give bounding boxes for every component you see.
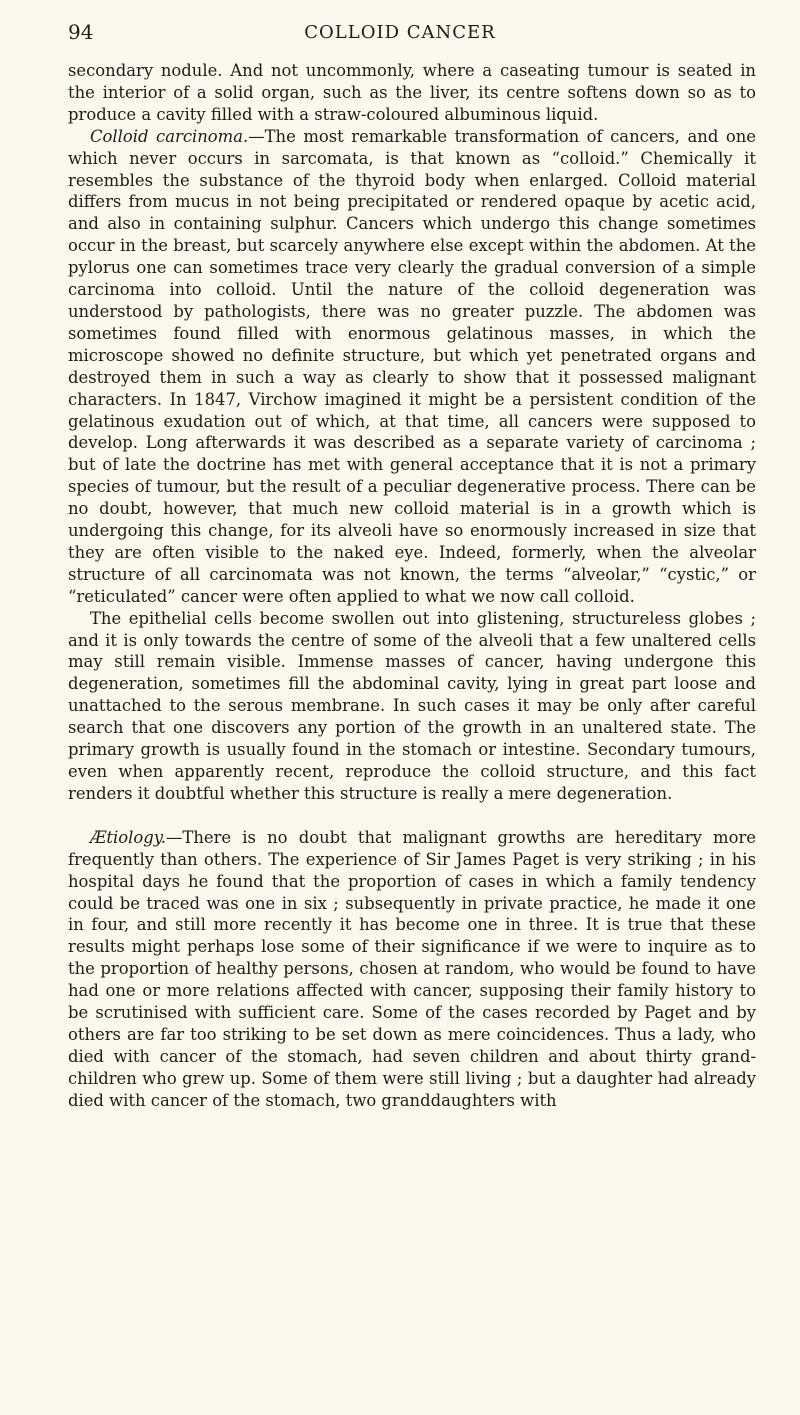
paragraph-text: —There is no doubt that malignant growths are hereditary more frequently than others. The experience of Sir James Paget is very striking ; in his hospital days he found that the proportion of cases in which a family tendency could be traced was one in six ; subsequently in private practice, he made it one in four, and still more recently it has become one in three. It is true that these results might perhaps lose some of their significance if we were to inquire as to the proportion of healthy persons, chosen at random, who would be found to have had one or more relations affected with cancer, supposing their family history to be scrutinised with sufficient care. Some of the cases recorded by Paget and by others are far too striking to be set down as mere coincidences. Thus a lady, who died with cancer of the stomach, had seven children and about thirty grand-children who grew up. Some of them were still living ; but a daughter had already died with cancer of the stomach, two granddaughters with — [68, 827, 756, 1110]
section-heading: Colloid carcinoma. — [90, 126, 249, 146]
paragraph-text: The epithelial cells become swollen out into glistening, structureless globes ; and it is only towards the centre of some of the alveoli that a few unaltered cells may still remain visible. Immense masses of cancer, having undergone this degeneration, sometimes fill the abdominal cavity, lying in great part loose and unattached to the serous membrane. In such cases it may be only after careful search that one discovers any portion of the growth in an unaltered state. The primary growth is usually found in the stomach or intestine. Secondary tumours, even when apparently recent, reproduce the colloid structure, and this fact renders it doubtful whether this structure is really a mere degeneration. — [68, 608, 756, 803]
paragraph-colloid-carcinoma — [68, 126, 756, 608]
paragraph-aetiology — [68, 827, 756, 1112]
paragraph-continuation — [68, 60, 756, 126]
running-title: COLLOID CANCER — [304, 22, 496, 43]
page-number: 94 — [68, 20, 94, 44]
paragraph-text: —The most remarkable transformation of cancers, and one which never occurs in sarcomata, is that known as “colloid.” Chemically it resembles the substance of the thyroid body when enlarged. Colloid material differs from mucus in not being precipitated or rendered opaque by acetic acid, and also in containing sulphur. Cancers which undergo this change sometimes occur in the breast, but scarcely anywhere else except within the abdomen. At the pylorus one can sometimes trace very clearly the gradual conversion of a simple carcinoma into colloid. Until the nature of the colloid degeneration was understood by pathologists, there was no greater puzzle. The abdomen was sometimes found filled with enormous gelatinous masses, in which the microscope showed no definite structure, but which yet penetrated organs and destroyed them in such a way as clearly to show that it possessed malignant characters. In 1847, Virchow imagined it might be a persistent condition of the gelatinous exudation out of which, at that time, all cancers were supposed to develop. Long afterwards it was described as a separate variety of carcinoma ; but of late the doctrine has met with general acceptance that it is not a primary species of tumour, but the result of a peculiar degenerative process. There can be no doubt, however, that much new colloid material is in a growth which is undergoing this change, for its alveoli have so enormously increased in size that they are often visible to the naked eye. Indeed, formerly, when the alveolar structure of all carcinomata was not known, the terms “alveolar,” “cystic,” or “reticulated” cancer were often applied to what we now call colloid. — [68, 126, 756, 606]
section-heading: Ætiology. — [90, 827, 166, 847]
body-text — [68, 60, 756, 1112]
paragraph-text: secondary nodule. And not uncommonly, where a caseating tumour is seated in the interior of a solid organ, such as the liver, its centre softens down so as to produce a cavity filled with a straw-coloured albuminous liquid. — [68, 61, 756, 124]
page-header — [68, 20, 732, 50]
paragraph-epithelial-cells — [68, 608, 756, 805]
